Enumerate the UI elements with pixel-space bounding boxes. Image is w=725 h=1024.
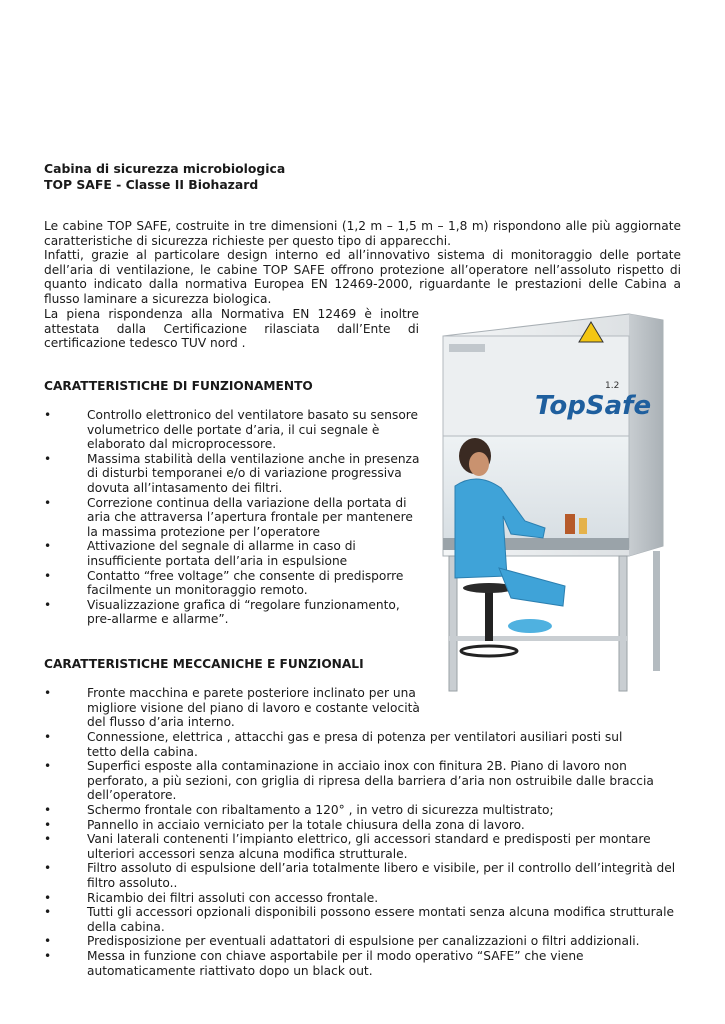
product-photo bbox=[415, 306, 685, 706]
svg-text:1.2: 1.2 bbox=[605, 381, 620, 391]
mechanical-feature-list-a bbox=[44, 686, 434, 730]
section-heading-operation: CARATTERISTICHE DI FUNZIONAMENTO bbox=[44, 379, 313, 393]
list-item: • Controllo elettronico del ventilatore basato su sensore volumetrico delle portate d’aria, il cui segnale è elaborato dal microprocessore. bbox=[44, 408, 419, 452]
list-item: • Ricambio dei filtri assoluti con accesso frontale. bbox=[44, 890, 379, 905]
brand-logo: TopSafe bbox=[535, 391, 652, 421]
intro-paragraph-2: Infatti, grazie al particolare design interno ed all’innovativo sistema di monitoraggio delle portate dell’aria di ventilazione, le cabine TOP SAFE offrono protezione all’operatore nell’assoluto rispetto di quanto indicato dalla normativa Europea EN 12469-2000, riguardante le prestazioni delle Cabina a flusso laminare a sicurezza biologica. bbox=[44, 248, 681, 306]
intro-paragraph-1: Le cabine TOP SAFE, costruite in tre dimensioni (1,2 m – 1,5 m – 1,8 m) rispondono alle più aggiornate caratteristiche di sicurezza richieste per questo tipo di apparecchi. bbox=[44, 219, 681, 248]
list-item: • Connessione, elettrica , attacchi gas e presa di potenza per ventilatori ausiliari posti sul tetto della cabina. bbox=[44, 730, 623, 759]
list-item: • Tutti gli accessori opzionali disponibili possono essere montati senza alcuna modifica strutturale della cabina. bbox=[44, 905, 675, 934]
list-item: • Massima stabilità della ventilazione anche in presenza di disturbi temporanei e/o di variazione progressiva dovuta all’intasamento dei filtri. bbox=[44, 451, 420, 495]
mechanical-feature-list-b bbox=[44, 730, 681, 978]
list-item: • Correzione continua della variazione della portata di aria che attraversa l’apertura frontale per mantenere la massima protezione per l’operatore bbox=[44, 495, 413, 539]
list-item: • Superfici esposte alla contaminazione in acciaio inox con finitura 2B. Piano di lavoro non perforato, a più sezioni, con griglia di ripresa della barriera d’aria non ostruibile dalle braccia dell’operatore. bbox=[44, 759, 654, 803]
document-title bbox=[44, 161, 285, 192]
section-heading-mechanical: CARATTERISTICHE MECCANICHE E FUNZIONALI bbox=[44, 657, 364, 671]
list-item: • Fronte macchina e parete posteriore inclinato per una migliore visione del piano di lavoro e costante velocità del flusso d’aria interno. bbox=[44, 686, 420, 730]
title-line-1: Cabina di sicurezza microbiologica bbox=[44, 161, 286, 176]
operation-feature-list bbox=[44, 408, 424, 627]
safety-cabinet-illustration bbox=[415, 306, 685, 706]
list-item: • Messa in funzione con chiave asportabile per il modo operativo “SAFE” che viene automaticamente riattivato dopo un black out. bbox=[44, 948, 584, 978]
list-item: • Filtro assoluto di espulsione dell’aria totalmente libero e visibile, per il controllo dell’integrità del filtro assoluto.. bbox=[44, 861, 676, 890]
list-item: • Predisposizione per eventuali adattatori di espulsione per canalizzazioni o filtri addizionali. bbox=[44, 934, 640, 949]
list-item: • Contatto “free voltage” che consente di predisporre facilmente un monitoraggio remoto. bbox=[44, 568, 404, 598]
intro-paragraph-3: La piena rispondenza alla Normativa EN 12469 è inoltre attestata dalla Certificazione rilasciata dall’Ente di certificazione tedesco TUV nord . bbox=[44, 307, 419, 351]
list-item: • Visualizzazione grafica di “regolare funzionamento, pre-allarme e allarme”. bbox=[44, 597, 400, 627]
title-line-2: TOP SAFE - Classe II Biohazard bbox=[44, 176, 259, 192]
list-item: • Pannello in acciaio verniciato per la totale chiusura della zona di lavoro. bbox=[44, 817, 525, 832]
list-item: • Attivazione del segnale di allarme in caso di insufficiente portata dell’aria in espulsione bbox=[44, 539, 356, 568]
list-item: • Schermo frontale con ribaltamento a 120° , in vetro di sicurezza multistrato; bbox=[44, 802, 554, 817]
list-item: • Vani laterali contenenti l’impianto elettrico, gli accessori standard e predisposti per montare ulteriori accessori senza alcuna modifica strutturale. bbox=[44, 832, 651, 861]
